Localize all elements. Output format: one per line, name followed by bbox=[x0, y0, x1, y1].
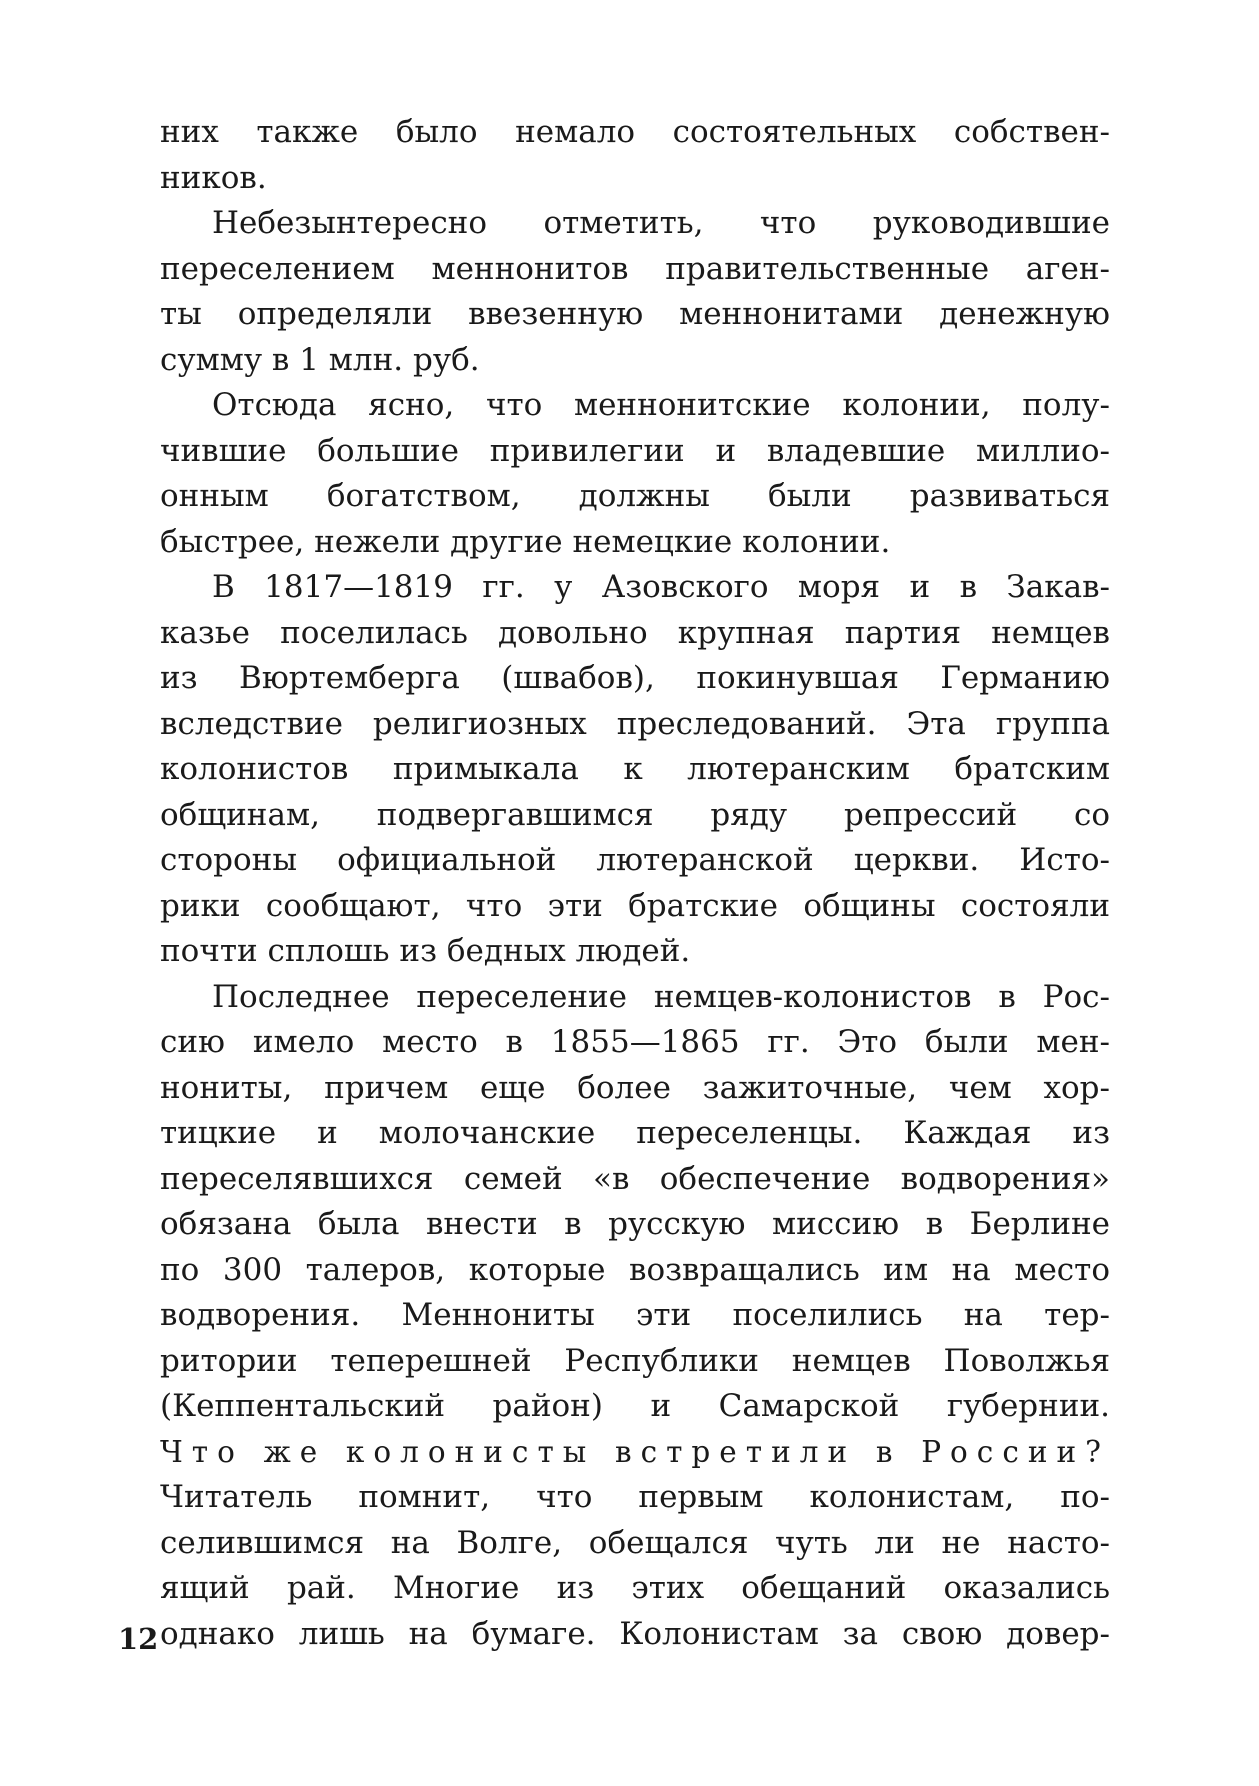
text-line: Отсюда ясно, что меннонитские колонии, полу- bbox=[212, 387, 1110, 423]
text-line: рики сообщают, что эти братские общины состояли bbox=[160, 887, 1110, 924]
text-line: водворения. Меннониты эти поселились на тер- bbox=[160, 1297, 1110, 1333]
text-line: селившимся на Волге, обещался чуть ли не насто- bbox=[160, 1524, 1110, 1561]
text-line: колонистов примыкала к лютеранским братским bbox=[160, 751, 1110, 787]
text-line: казье поселилась довольно крупная партия немцев bbox=[160, 614, 1110, 651]
text-line: тицкие и молочанские переселенцы. Каждая из bbox=[160, 1115, 1110, 1151]
text-line: из Вюртемберга (швабов), покинувшая Германию bbox=[160, 660, 1110, 696]
text-line: (Кеппентальский район) и Самарской губернии. bbox=[160, 1388, 1110, 1424]
text-line: Последнее переселение немцев-колонистов в Рос- bbox=[212, 978, 1110, 1015]
text-line: ритории теперешней Республики немцев Поволжья bbox=[160, 1342, 1110, 1379]
text-line: Что же колонисты встретили в России? bbox=[160, 1434, 1110, 1469]
text-line: онным богатством, должны были развиваться bbox=[160, 478, 1110, 514]
text-line: обязана была внести в русскую миссию в Берлине bbox=[160, 1206, 1110, 1242]
text-line: Читатель помнит, что первым колонистам, по- bbox=[160, 1479, 1110, 1515]
text-line: почти сплошь из бедных людей. bbox=[160, 933, 691, 969]
text-line: чившие большие привилегии и владевшие миллио- bbox=[160, 432, 1110, 469]
text-line: них также было немало состоятельных собствен- bbox=[160, 114, 1110, 150]
text-line: быстрее, нежели другие немецкие колонии. bbox=[160, 523, 891, 560]
text-line: ящий рай. Многие из этих обещаний оказались bbox=[160, 1570, 1110, 1606]
text-line: ты определяли ввезенную меннонитами денежную bbox=[160, 296, 1110, 332]
text-line: по 300 талеров, которые возвращались им на место bbox=[160, 1251, 1110, 1288]
page-text bbox=[160, 110, 1110, 1657]
text-line: вследствие религиозных преследований. Эта группа bbox=[160, 705, 1110, 742]
text-line: ников. bbox=[160, 159, 267, 196]
text-line: сумму в 1 млн. руб. bbox=[160, 341, 480, 378]
text-line: однако лишь на бумаге. Колонистам за свою довер- bbox=[160, 1615, 1110, 1652]
text-line: сию имело место в 1855—1865 гг. Это были мен- bbox=[160, 1024, 1110, 1060]
text-line: общинам, подвергавшимся ряду репрессий со bbox=[160, 796, 1110, 833]
text-line: нониты, причем еще более зажиточные, чем хор- bbox=[160, 1069, 1110, 1106]
text-line: В 1817—1819 гг. у Азовского моря и в Закав- bbox=[212, 569, 1110, 605]
text-line: переселявшихся семей «в обеспечение водворения» bbox=[160, 1160, 1110, 1197]
text-line: стороны официальной лютеранской церкви. Исто- bbox=[160, 842, 1110, 878]
page-number: 12 bbox=[118, 1622, 159, 1656]
text-line: переселением меннонитов правительственные аген- bbox=[160, 250, 1110, 287]
text-line: Небезынтересно отметить, что руководившие bbox=[212, 205, 1110, 241]
